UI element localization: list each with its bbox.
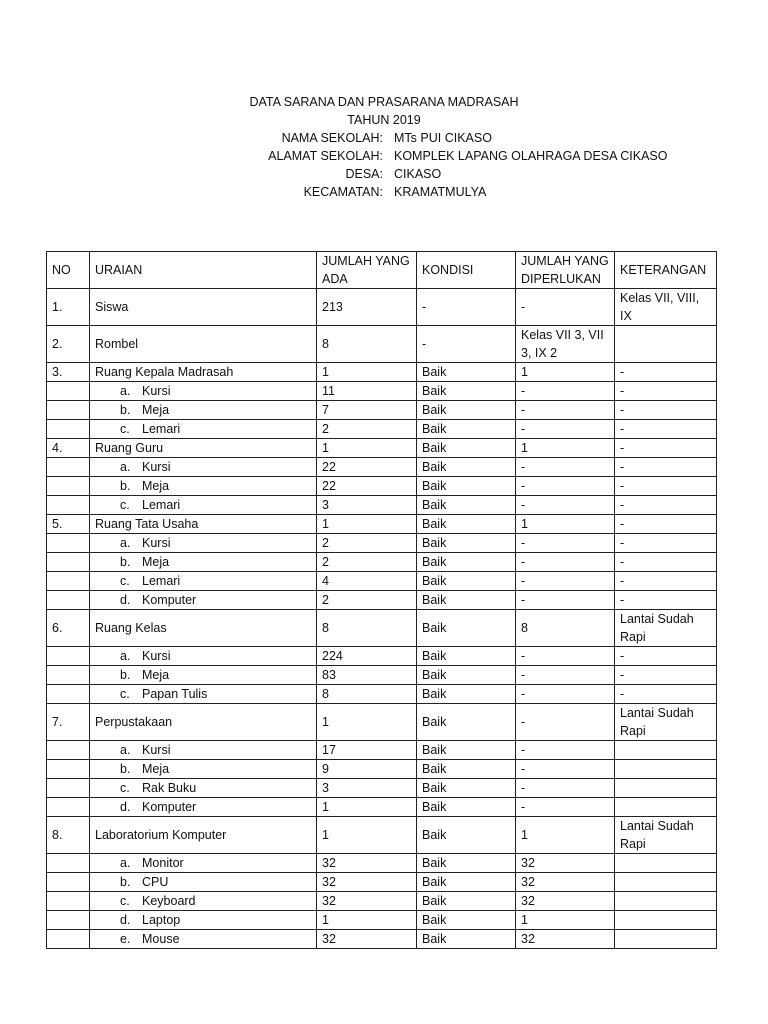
cell-jumlah-ada: 1	[317, 439, 417, 458]
cell-no	[47, 496, 90, 515]
sub-item-label: Papan Tulis	[142, 687, 208, 701]
cell-no	[47, 401, 90, 420]
cell-keterangan: Lantai Sudah Rapi	[615, 610, 717, 647]
cell-uraian	[90, 534, 317, 553]
sub-item-marker: b.	[120, 875, 131, 889]
cell-no	[47, 666, 90, 685]
cell-no	[47, 572, 90, 591]
cell-uraian: Ruang Kepala Madrasah	[90, 363, 317, 382]
cell-no	[47, 798, 90, 817]
cell-keterangan: -	[615, 666, 717, 685]
sub-item-marker: b.	[120, 403, 131, 417]
sub-item-marker: c.	[120, 781, 130, 795]
sub-item-marker: e.	[120, 932, 131, 946]
cell-keterangan	[615, 854, 717, 873]
field-value: CIKASO	[394, 167, 442, 181]
cell-jumlah-diperlukan: -	[516, 534, 615, 553]
cell-no: 3.	[47, 363, 90, 382]
cell-jumlah-ada: 1	[317, 704, 417, 741]
column-header-jumlah-diperlukan: JUMLAH YANG DIPERLUKAN	[516, 252, 615, 289]
cell-uraian	[90, 854, 317, 873]
cell-keterangan	[615, 892, 717, 911]
cell-kondisi: Baik	[417, 930, 516, 949]
sub-item-marker: d.	[120, 913, 131, 927]
cell-jumlah-ada: 2	[317, 591, 417, 610]
table-row	[47, 496, 717, 515]
column-header-uraian: URAIAN	[90, 252, 317, 289]
cell-uraian	[90, 572, 317, 591]
table-row	[47, 911, 717, 930]
cell-no	[47, 930, 90, 949]
cell-keterangan: -	[615, 572, 717, 591]
cell-jumlah-diperlukan: 1	[516, 911, 615, 930]
cell-uraian	[90, 666, 317, 685]
sub-item-marker: b.	[120, 479, 131, 493]
cell-kondisi: Baik	[417, 911, 516, 930]
cell-jumlah-diperlukan: 1	[516, 817, 615, 854]
table-row	[47, 458, 717, 477]
cell-keterangan: -	[615, 591, 717, 610]
cell-no: 5.	[47, 515, 90, 534]
cell-keterangan: -	[615, 515, 717, 534]
cell-jumlah-ada: 9	[317, 760, 417, 779]
cell-keterangan: -	[615, 647, 717, 666]
sub-item-marker: c.	[120, 687, 130, 701]
sub-item-marker: a.	[120, 536, 131, 550]
cell-no	[47, 382, 90, 401]
cell-kondisi: Baik	[417, 741, 516, 760]
cell-kondisi: Baik	[417, 760, 516, 779]
field-label: DESA:	[345, 167, 383, 181]
table-header-row	[47, 252, 717, 289]
table-row	[47, 534, 717, 553]
field-label: NAMA SEKOLAH:	[281, 131, 383, 145]
cell-jumlah-ada: 32	[317, 930, 417, 949]
table-row	[47, 647, 717, 666]
sub-item-marker: d.	[120, 593, 131, 607]
sub-item-label: Meja	[142, 479, 170, 493]
cell-jumlah-diperlukan: Kelas VII 3, VII 3, IX 2	[516, 326, 615, 363]
sub-item-label: Keyboard	[142, 894, 196, 908]
sub-item-marker: a.	[120, 460, 131, 474]
cell-keterangan: -	[615, 477, 717, 496]
cell-uraian	[90, 420, 317, 439]
sub-item-label: Lemari	[142, 498, 181, 512]
cell-jumlah-ada: 1	[317, 911, 417, 930]
cell-jumlah-diperlukan: -	[516, 572, 615, 591]
field-nama-sekolah	[0, 129, 768, 147]
cell-no	[47, 892, 90, 911]
field-label: KECAMATAN:	[303, 185, 383, 199]
column-header-keterangan: KETERANGAN	[615, 252, 717, 289]
cell-kondisi: Baik	[417, 477, 516, 496]
table-row	[47, 704, 717, 741]
table-row	[47, 326, 717, 363]
cell-jumlah-ada: 8	[317, 326, 417, 363]
cell-no	[47, 760, 90, 779]
table-row	[47, 779, 717, 798]
cell-kondisi: Baik	[417, 798, 516, 817]
cell-keterangan	[615, 779, 717, 798]
cell-uraian: Siswa	[90, 289, 317, 326]
table-row	[47, 591, 717, 610]
cell-no	[47, 477, 90, 496]
table-body	[47, 289, 717, 949]
cell-kondisi: Baik	[417, 685, 516, 704]
field-desa	[0, 165, 768, 183]
cell-keterangan: -	[615, 496, 717, 515]
sub-item-marker: b.	[120, 668, 131, 682]
table-row	[47, 685, 717, 704]
table-row	[47, 854, 717, 873]
cell-uraian	[90, 477, 317, 496]
cell-jumlah-diperlukan: -	[516, 798, 615, 817]
cell-jumlah-ada: 213	[317, 289, 417, 326]
cell-jumlah-diperlukan: -	[516, 420, 615, 439]
cell-jumlah-diperlukan: -	[516, 289, 615, 326]
cell-jumlah-ada: 32	[317, 854, 417, 873]
table-row	[47, 741, 717, 760]
cell-uraian	[90, 591, 317, 610]
cell-uraian	[90, 930, 317, 949]
table-row	[47, 892, 717, 911]
cell-jumlah-ada: 17	[317, 741, 417, 760]
cell-jumlah-ada: 32	[317, 892, 417, 911]
table-row	[47, 817, 717, 854]
sub-item-label: Meja	[142, 403, 170, 417]
cell-no	[47, 458, 90, 477]
cell-kondisi: Baik	[417, 439, 516, 458]
document-header	[0, 93, 768, 201]
cell-jumlah-ada: 11	[317, 382, 417, 401]
table-row	[47, 363, 717, 382]
sub-item-label: Meja	[142, 668, 170, 682]
table-row	[47, 760, 717, 779]
cell-kondisi: -	[417, 289, 516, 326]
field-value: KRAMATMULYA	[394, 185, 487, 199]
cell-no	[47, 854, 90, 873]
cell-no: 2.	[47, 326, 90, 363]
column-header-kondisi: KONDISI	[417, 252, 516, 289]
table-row	[47, 420, 717, 439]
cell-jumlah-ada: 2	[317, 534, 417, 553]
cell-kondisi: Baik	[417, 817, 516, 854]
cell-jumlah-diperlukan: 32	[516, 854, 615, 873]
cell-jumlah-diperlukan: 1	[516, 439, 615, 458]
cell-jumlah-ada: 224	[317, 647, 417, 666]
cell-jumlah-ada: 7	[317, 401, 417, 420]
cell-jumlah-diperlukan: -	[516, 779, 615, 798]
field-label: ALAMAT SEKOLAH:	[268, 149, 383, 163]
cell-jumlah-diperlukan: -	[516, 591, 615, 610]
cell-keterangan: Lantai Sudah Rapi	[615, 704, 717, 741]
sub-item-marker: a.	[120, 649, 131, 663]
cell-uraian	[90, 382, 317, 401]
cell-jumlah-diperlukan: -	[516, 647, 615, 666]
cell-kondisi: Baik	[417, 420, 516, 439]
sub-item-marker: c.	[120, 574, 130, 588]
cell-jumlah-ada: 83	[317, 666, 417, 685]
sub-item-marker: a.	[120, 856, 131, 870]
cell-keterangan	[615, 873, 717, 892]
sub-item-label: Laptop	[142, 913, 181, 927]
cell-no: 8.	[47, 817, 90, 854]
cell-no	[47, 873, 90, 892]
cell-kondisi: Baik	[417, 401, 516, 420]
cell-kondisi: -	[417, 326, 516, 363]
sub-item-label: Kursi	[142, 536, 171, 550]
cell-keterangan	[615, 741, 717, 760]
cell-kondisi: Baik	[417, 515, 516, 534]
cell-kondisi: Baik	[417, 704, 516, 741]
cell-uraian	[90, 911, 317, 930]
cell-jumlah-ada: 1	[317, 817, 417, 854]
cell-no	[47, 685, 90, 704]
document-year: TAHUN 2019	[347, 113, 421, 127]
sub-item-label: Komputer	[142, 593, 197, 607]
cell-jumlah-diperlukan: 32	[516, 892, 615, 911]
facilities-table	[46, 251, 717, 949]
column-header-jumlah-ada: JUMLAH YANG ADA	[317, 252, 417, 289]
cell-keterangan	[615, 930, 717, 949]
field-value: MTs PUI CIKASO	[394, 131, 492, 145]
cell-jumlah-diperlukan: -	[516, 760, 615, 779]
cell-keterangan: -	[615, 534, 717, 553]
cell-uraian	[90, 760, 317, 779]
cell-uraian	[90, 458, 317, 477]
cell-uraian	[90, 685, 317, 704]
sub-item-label: Komputer	[142, 800, 197, 814]
cell-jumlah-ada: 8	[317, 610, 417, 647]
cell-jumlah-ada: 2	[317, 420, 417, 439]
cell-no	[47, 779, 90, 798]
field-kecamatan	[0, 183, 768, 201]
cell-kondisi: Baik	[417, 534, 516, 553]
sub-item-label: Meja	[142, 762, 170, 776]
cell-jumlah-ada: 22	[317, 477, 417, 496]
sub-item-label: Lemari	[142, 422, 181, 436]
cell-no	[47, 911, 90, 930]
cell-uraian	[90, 401, 317, 420]
cell-uraian: Perpustakaan	[90, 704, 317, 741]
cell-no: 1.	[47, 289, 90, 326]
table-row	[47, 930, 717, 949]
cell-jumlah-diperlukan: -	[516, 401, 615, 420]
table-row	[47, 610, 717, 647]
cell-jumlah-diperlukan: -	[516, 685, 615, 704]
cell-kondisi: Baik	[417, 458, 516, 477]
cell-jumlah-diperlukan: -	[516, 458, 615, 477]
cell-kondisi: Baik	[417, 591, 516, 610]
cell-no: 7.	[47, 704, 90, 741]
table-row	[47, 515, 717, 534]
sub-item-label: Meja	[142, 555, 170, 569]
cell-uraian: Ruang Guru	[90, 439, 317, 458]
cell-uraian	[90, 553, 317, 572]
cell-keterangan	[615, 911, 717, 930]
sub-item-marker: b.	[120, 762, 131, 776]
cell-no	[47, 647, 90, 666]
sub-item-marker: d.	[120, 800, 131, 814]
cell-uraian	[90, 496, 317, 515]
table-row	[47, 873, 717, 892]
sub-item-label: Monitor	[142, 856, 184, 870]
cell-keterangan: -	[615, 420, 717, 439]
cell-no	[47, 534, 90, 553]
cell-jumlah-diperlukan: -	[516, 477, 615, 496]
table-row	[47, 289, 717, 326]
sub-item-label: Rak Buku	[142, 781, 197, 795]
cell-keterangan: -	[615, 439, 717, 458]
cell-jumlah-ada: 32	[317, 873, 417, 892]
table-row	[47, 382, 717, 401]
cell-keterangan: -	[615, 382, 717, 401]
cell-jumlah-diperlukan: -	[516, 666, 615, 685]
cell-jumlah-ada: 1	[317, 798, 417, 817]
cell-jumlah-diperlukan: 1	[516, 363, 615, 382]
table-row	[47, 477, 717, 496]
cell-kondisi: Baik	[417, 382, 516, 401]
cell-kondisi: Baik	[417, 647, 516, 666]
cell-jumlah-diperlukan: -	[516, 496, 615, 515]
cell-kondisi: Baik	[417, 572, 516, 591]
sub-item-marker: a.	[120, 384, 131, 398]
sub-item-label: Kursi	[142, 743, 171, 757]
table-row	[47, 572, 717, 591]
cell-uraian	[90, 873, 317, 892]
sub-item-label: Kursi	[142, 649, 171, 663]
cell-jumlah-ada: 1	[317, 363, 417, 382]
cell-jumlah-diperlukan: -	[516, 553, 615, 572]
cell-jumlah-ada: 4	[317, 572, 417, 591]
cell-uraian: Ruang Kelas	[90, 610, 317, 647]
cell-jumlah-diperlukan: 32	[516, 873, 615, 892]
cell-no: 6.	[47, 610, 90, 647]
cell-keterangan: -	[615, 458, 717, 477]
sub-item-label: Kursi	[142, 460, 171, 474]
cell-jumlah-ada: 22	[317, 458, 417, 477]
cell-kondisi: Baik	[417, 610, 516, 647]
cell-kondisi: Baik	[417, 496, 516, 515]
sub-item-marker: c.	[120, 894, 130, 908]
table-row	[47, 666, 717, 685]
cell-jumlah-diperlukan: -	[516, 382, 615, 401]
cell-jumlah-ada: 3	[317, 496, 417, 515]
cell-kondisi: Baik	[417, 873, 516, 892]
cell-kondisi: Baik	[417, 779, 516, 798]
table-row	[47, 798, 717, 817]
cell-kondisi: Baik	[417, 363, 516, 382]
cell-no: 4.	[47, 439, 90, 458]
cell-uraian	[90, 798, 317, 817]
cell-jumlah-ada: 1	[317, 515, 417, 534]
table-row	[47, 553, 717, 572]
cell-keterangan: -	[615, 685, 717, 704]
cell-no	[47, 420, 90, 439]
cell-uraian	[90, 779, 317, 798]
table-row	[47, 439, 717, 458]
cell-kondisi: Baik	[417, 553, 516, 572]
cell-keterangan	[615, 326, 717, 363]
cell-uraian: Rombel	[90, 326, 317, 363]
cell-no	[47, 741, 90, 760]
sub-item-label: Mouse	[142, 932, 180, 946]
cell-keterangan	[615, 760, 717, 779]
cell-kondisi: Baik	[417, 892, 516, 911]
sub-item-marker: b.	[120, 555, 131, 569]
field-alamat-sekolah	[0, 147, 768, 165]
document-title: DATA SARANA DAN PRASARANA MADRASAH	[249, 95, 519, 109]
sub-item-label: CPU	[142, 875, 169, 889]
cell-jumlah-diperlukan: 1	[516, 515, 615, 534]
cell-keterangan: Lantai Sudah Rapi	[615, 817, 717, 854]
column-header-no: NO	[47, 252, 90, 289]
sub-item-marker: a.	[120, 743, 131, 757]
cell-kondisi: Baik	[417, 854, 516, 873]
sub-item-marker: c.	[120, 422, 130, 436]
sub-item-label: Lemari	[142, 574, 181, 588]
cell-keterangan: Kelas VII, VIII, IX	[615, 289, 717, 326]
cell-jumlah-diperlukan: 32	[516, 930, 615, 949]
cell-jumlah-diperlukan: -	[516, 704, 615, 741]
cell-keterangan	[615, 798, 717, 817]
cell-keterangan: -	[615, 553, 717, 572]
cell-uraian: Ruang Tata Usaha	[90, 515, 317, 534]
cell-uraian	[90, 741, 317, 760]
cell-jumlah-diperlukan: 8	[516, 610, 615, 647]
cell-uraian	[90, 892, 317, 911]
sub-item-marker: c.	[120, 498, 130, 512]
cell-no	[47, 591, 90, 610]
cell-uraian: Laboratorium Komputer	[90, 817, 317, 854]
cell-keterangan: -	[615, 401, 717, 420]
sub-item-label: Kursi	[142, 384, 171, 398]
field-value: KOMPLEK LAPANG OLAHRAGA DESA CIKASO	[394, 149, 668, 163]
cell-jumlah-ada: 2	[317, 553, 417, 572]
cell-jumlah-diperlukan: -	[516, 741, 615, 760]
cell-jumlah-ada: 3	[317, 779, 417, 798]
cell-kondisi: Baik	[417, 666, 516, 685]
table-row	[47, 401, 717, 420]
cell-uraian	[90, 647, 317, 666]
cell-no	[47, 553, 90, 572]
cell-jumlah-ada: 8	[317, 685, 417, 704]
cell-keterangan: -	[615, 363, 717, 382]
